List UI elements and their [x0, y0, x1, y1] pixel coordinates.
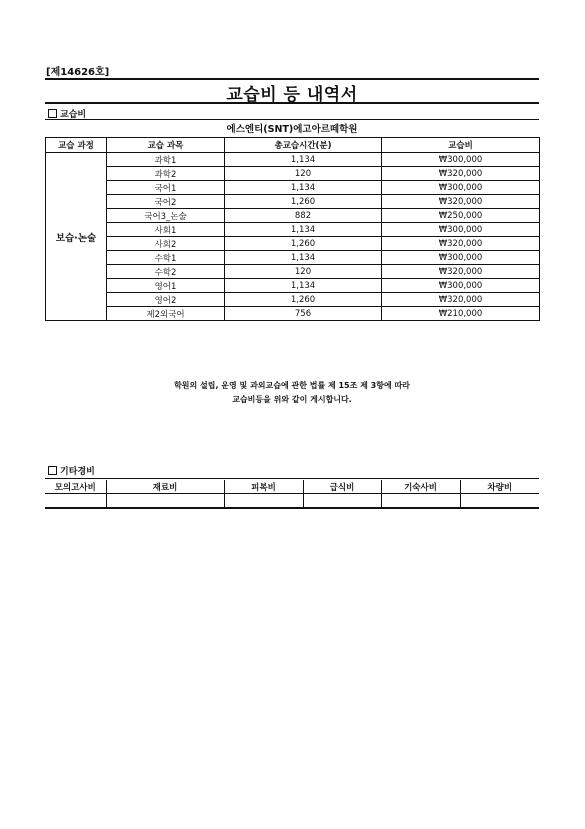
header-total-minutes: 총교습시간(분) [225, 138, 382, 153]
value-material-fee [106, 494, 224, 509]
minutes-cell: 1,134 [225, 181, 382, 195]
subject-cell: 수학2 [107, 265, 225, 279]
minutes-cell: 1,260 [225, 195, 382, 209]
section-tuition-text: 교습비 [60, 110, 87, 120]
header-mock-exam-fee: 모의고사비 [45, 480, 106, 494]
section-other-expenses-label [48, 464, 95, 477]
document-number: [제14626호] [46, 67, 110, 78]
table-row [46, 237, 540, 251]
fee-cell: ₩320,000 [382, 265, 540, 279]
table-row [46, 153, 540, 167]
fee-cell: ₩300,000 [382, 223, 540, 237]
fee-cell: ₩250,000 [382, 209, 540, 223]
header-fee: 교습비 [382, 138, 540, 153]
subject-cell: 수학1 [107, 251, 225, 265]
minutes-cell: 1,134 [225, 251, 382, 265]
minutes-cell: 1,260 [225, 293, 382, 307]
header-material-fee: 재료비 [106, 480, 224, 494]
subject-cell: 국어1 [107, 181, 225, 195]
title-bottom-rule [45, 102, 539, 104]
table-row [46, 223, 540, 237]
legal-notice-line-2: 교습비등을 위와 같이 게시합니다. [232, 395, 352, 404]
subject-cell: 제2외국어 [107, 307, 225, 321]
document-title: 교습비 등 내역서 [226, 85, 358, 105]
subject-cell: 사회1 [107, 223, 225, 237]
fee-cell: ₩320,000 [382, 195, 540, 209]
value-clothing-fee [224, 494, 303, 509]
fee-cell: ₩300,000 [382, 279, 540, 293]
section-tuition-rule [45, 119, 539, 120]
table-row [46, 251, 540, 265]
table-row [46, 293, 540, 307]
minutes-cell: 120 [225, 167, 382, 181]
minutes-cell: 756 [225, 307, 382, 321]
header-vehicle-fee: 차량비 [460, 480, 539, 494]
subject-cell: 영어2 [107, 293, 225, 307]
minutes-cell: 1,260 [225, 237, 382, 251]
header-meal-fee: 급식비 [303, 480, 381, 494]
table-row [46, 167, 540, 181]
table-row [46, 195, 540, 209]
table-row [46, 307, 540, 321]
other-expenses-table [45, 480, 539, 509]
minutes-cell: 882 [225, 209, 382, 223]
subject-cell: 국어3_논술 [107, 209, 225, 223]
subject-cell: 사회2 [107, 237, 225, 251]
checkbox-square-icon [48, 466, 57, 475]
minutes-cell: 1,134 [225, 279, 382, 293]
header-clothing-fee: 피복비 [224, 480, 303, 494]
subject-cell: 국어2 [107, 195, 225, 209]
tuition-header-row [46, 138, 540, 153]
section-other-expenses-text: 기타경비 [60, 467, 95, 477]
minutes-cell: 120 [225, 265, 382, 279]
section-other-expenses-rule [45, 478, 539, 479]
value-dormitory-fee [381, 494, 460, 509]
subject-cell: 영어1 [107, 279, 225, 293]
value-vehicle-fee [460, 494, 539, 509]
value-mock-exam-fee [45, 494, 106, 509]
table-row [46, 279, 540, 293]
course-name-cell: 보습·논술 [46, 153, 107, 321]
fee-cell: ₩300,000 [382, 181, 540, 195]
minutes-cell: 1,134 [225, 153, 382, 167]
header-dormitory-fee: 기숙사비 [381, 480, 460, 494]
other-expenses-header-row [45, 480, 539, 494]
table-row [46, 209, 540, 223]
legal-notice [45, 379, 539, 407]
subject-cell: 과학1 [107, 153, 225, 167]
legal-notice-line-1: 학원의 설립, 운영 및 과외교습에 관한 법률 제 15조 제 3항에 따라 [174, 381, 410, 390]
fee-cell: ₩300,000 [382, 153, 540, 167]
table-row [46, 265, 540, 279]
fee-cell: ₩210,000 [382, 307, 540, 321]
fee-cell: ₩320,000 [382, 237, 540, 251]
fee-cell: ₩300,000 [382, 251, 540, 265]
fee-cell: ₩320,000 [382, 293, 540, 307]
other-expenses-value-row [45, 494, 539, 509]
header-course: 교습 과정 [46, 138, 107, 153]
subject-cell: 과학2 [107, 167, 225, 181]
fee-cell: ₩320,000 [382, 167, 540, 181]
table-row [46, 181, 540, 195]
tuition-fee-table [45, 137, 540, 321]
value-meal-fee [303, 494, 381, 509]
header-subject: 교습 과목 [107, 138, 225, 153]
tuition-table-body [46, 153, 540, 321]
checkbox-square-icon [48, 109, 57, 118]
academy-name: 에스엔티(SNT)에고아르떼학원 [226, 124, 358, 135]
minutes-cell: 1,134 [225, 223, 382, 237]
